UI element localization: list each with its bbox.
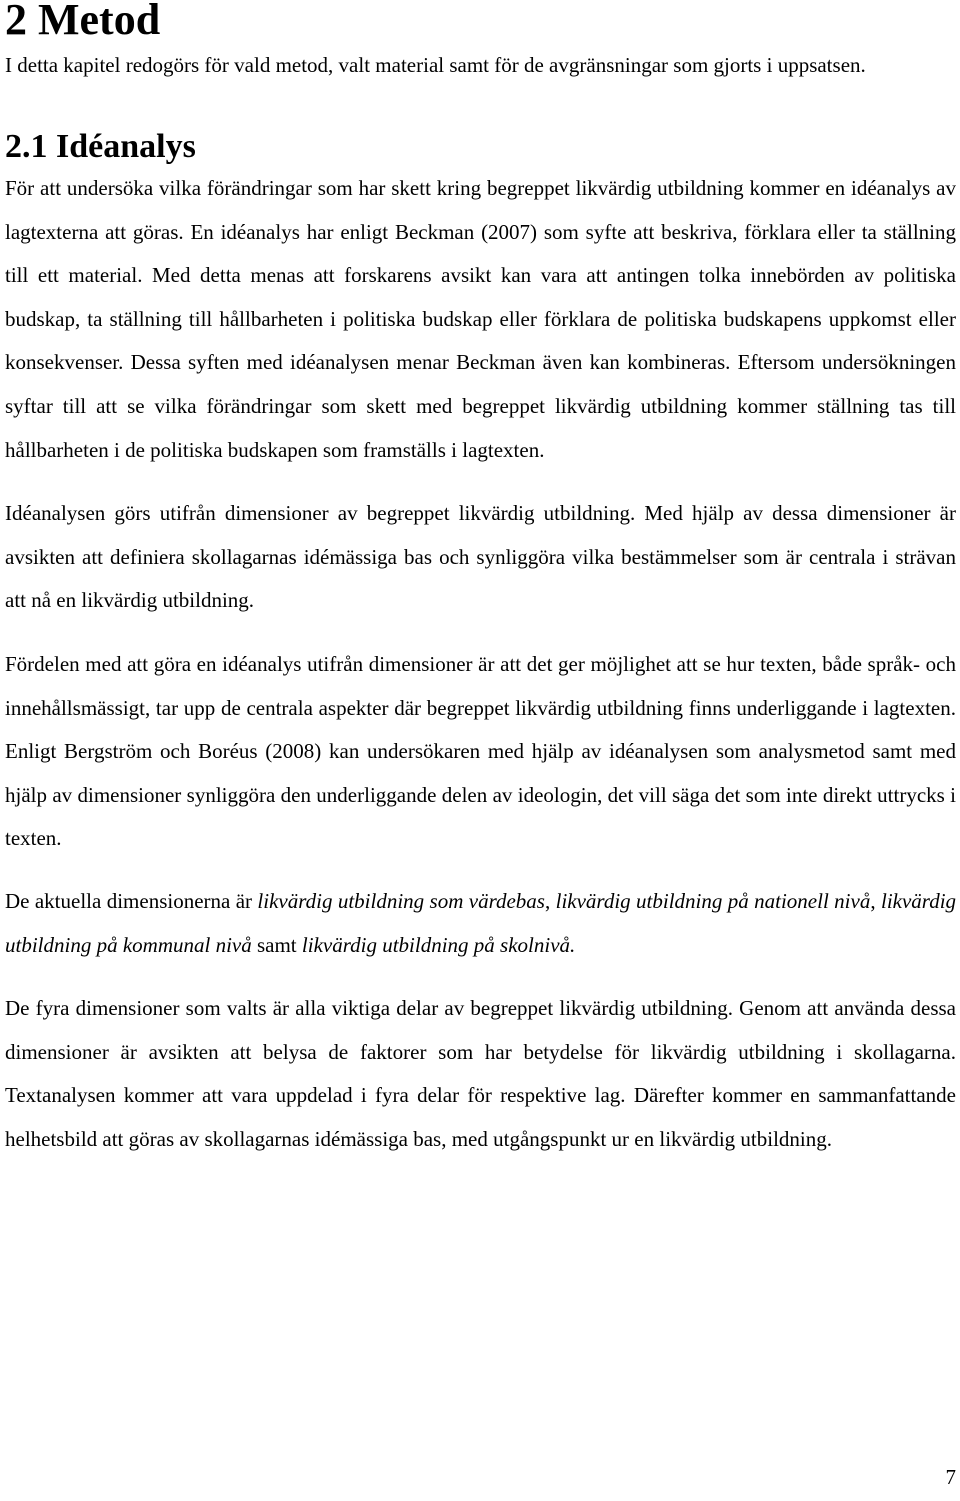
chapter-intro: I detta kapitel redogörs för vald metod, valt material samt för de avgränsningar som gjorts i uppsatsen. bbox=[5, 53, 866, 77]
section-title: 2.1 Idéanalys bbox=[5, 128, 196, 165]
page-number: 7 bbox=[945, 1465, 956, 1489]
chapter-title: 2 Metod bbox=[5, 0, 161, 44]
paragraph-4-text-1: De aktuella dimensionerna är bbox=[5, 888, 258, 913]
paragraph-4-text-4: samt bbox=[251, 932, 302, 957]
paragraph-4-text-2: , bbox=[544, 888, 556, 913]
dimension-municipal: likvärdig utbildning på kommunal nivå bbox=[5, 888, 957, 957]
paragraph-1: För att undersöka vilka förändringar som har skett kring begreppet likvärdig utbildning kommer en idéanalys av lagtexterna att göras. En idéanalys har enligt Beckman (2007) som syfte att beskriva, förklara eller ta ställning till ett material. Med detta menas att forskarens avsikt kan vara att antingen tolka innebörden av politiska budskap, ta ställning till hållbarheten i politiska budskap eller förklara de politiska budskapens uppkomst eller konsekvenser. Dessa syften med idéanalysen menar Beckman även kan kombineras. Eftersom undersökningen syftar till att se vilka förändringar som skett med begreppet likvärdig utbildning kommer ställning tas till hållbarheten i de politiska budskapen som framställs i lagtexten. bbox=[5, 176, 956, 462]
document-page bbox=[5, 0, 956, 1161]
dimension-national: likvärdig utbildning på nationell nivå bbox=[555, 888, 871, 913]
paragraph-4 bbox=[5, 880, 956, 967]
paragraph-3: Fördelen med att göra en idéanalys utifrån dimensioner är att det ger möjlighet att se hur texten, både språk- och innehållsmässigt, tar upp de centrala aspekter där begreppet likvärdig utbildning finns underliggande i lagtexten. Enligt Bergström och Boréus (2008) kan undersökaren med hjälp av idéanalysen som analysmetod samt med hjälp av dimensioner synliggöra den underliggande delen av ideologin, det vill säga det som inte direkt uttrycks i texten. bbox=[5, 651, 956, 851]
paragraph-5: De fyra dimensioner som valts är alla viktiga delar av begreppet likvärdig utbildning. Genom att använda dessa dimensioner är avsikten att belysa de faktorer som har betydelse för likvärdig utbildning i skollagarna. Textanalysen kommer att vara uppdelad i fyra delar för respektive lag. Därefter kommer en sammanfattande helhetsbild att göras av skollagarnas idémässiga bas, med utgångspunkt ur en likvärdig utbildning. bbox=[5, 996, 956, 1151]
paragraph-4-text-3: , bbox=[870, 888, 881, 913]
dimension-value-base: likvärdig utbildning som värdebas bbox=[257, 888, 545, 913]
paragraph-2: Idéanalysen görs utifrån dimensioner av begreppet likvärdig utbildning. Med hjälp av dessa dimensioner är avsikten att definiera skollagarnas idémässiga bas och synliggöra vilka bestämmelser som är centrala i strävan att nå en likvärdig utbildning. bbox=[5, 501, 956, 613]
dimension-school: likvärdig utbildning på skolnivå. bbox=[301, 932, 576, 957]
